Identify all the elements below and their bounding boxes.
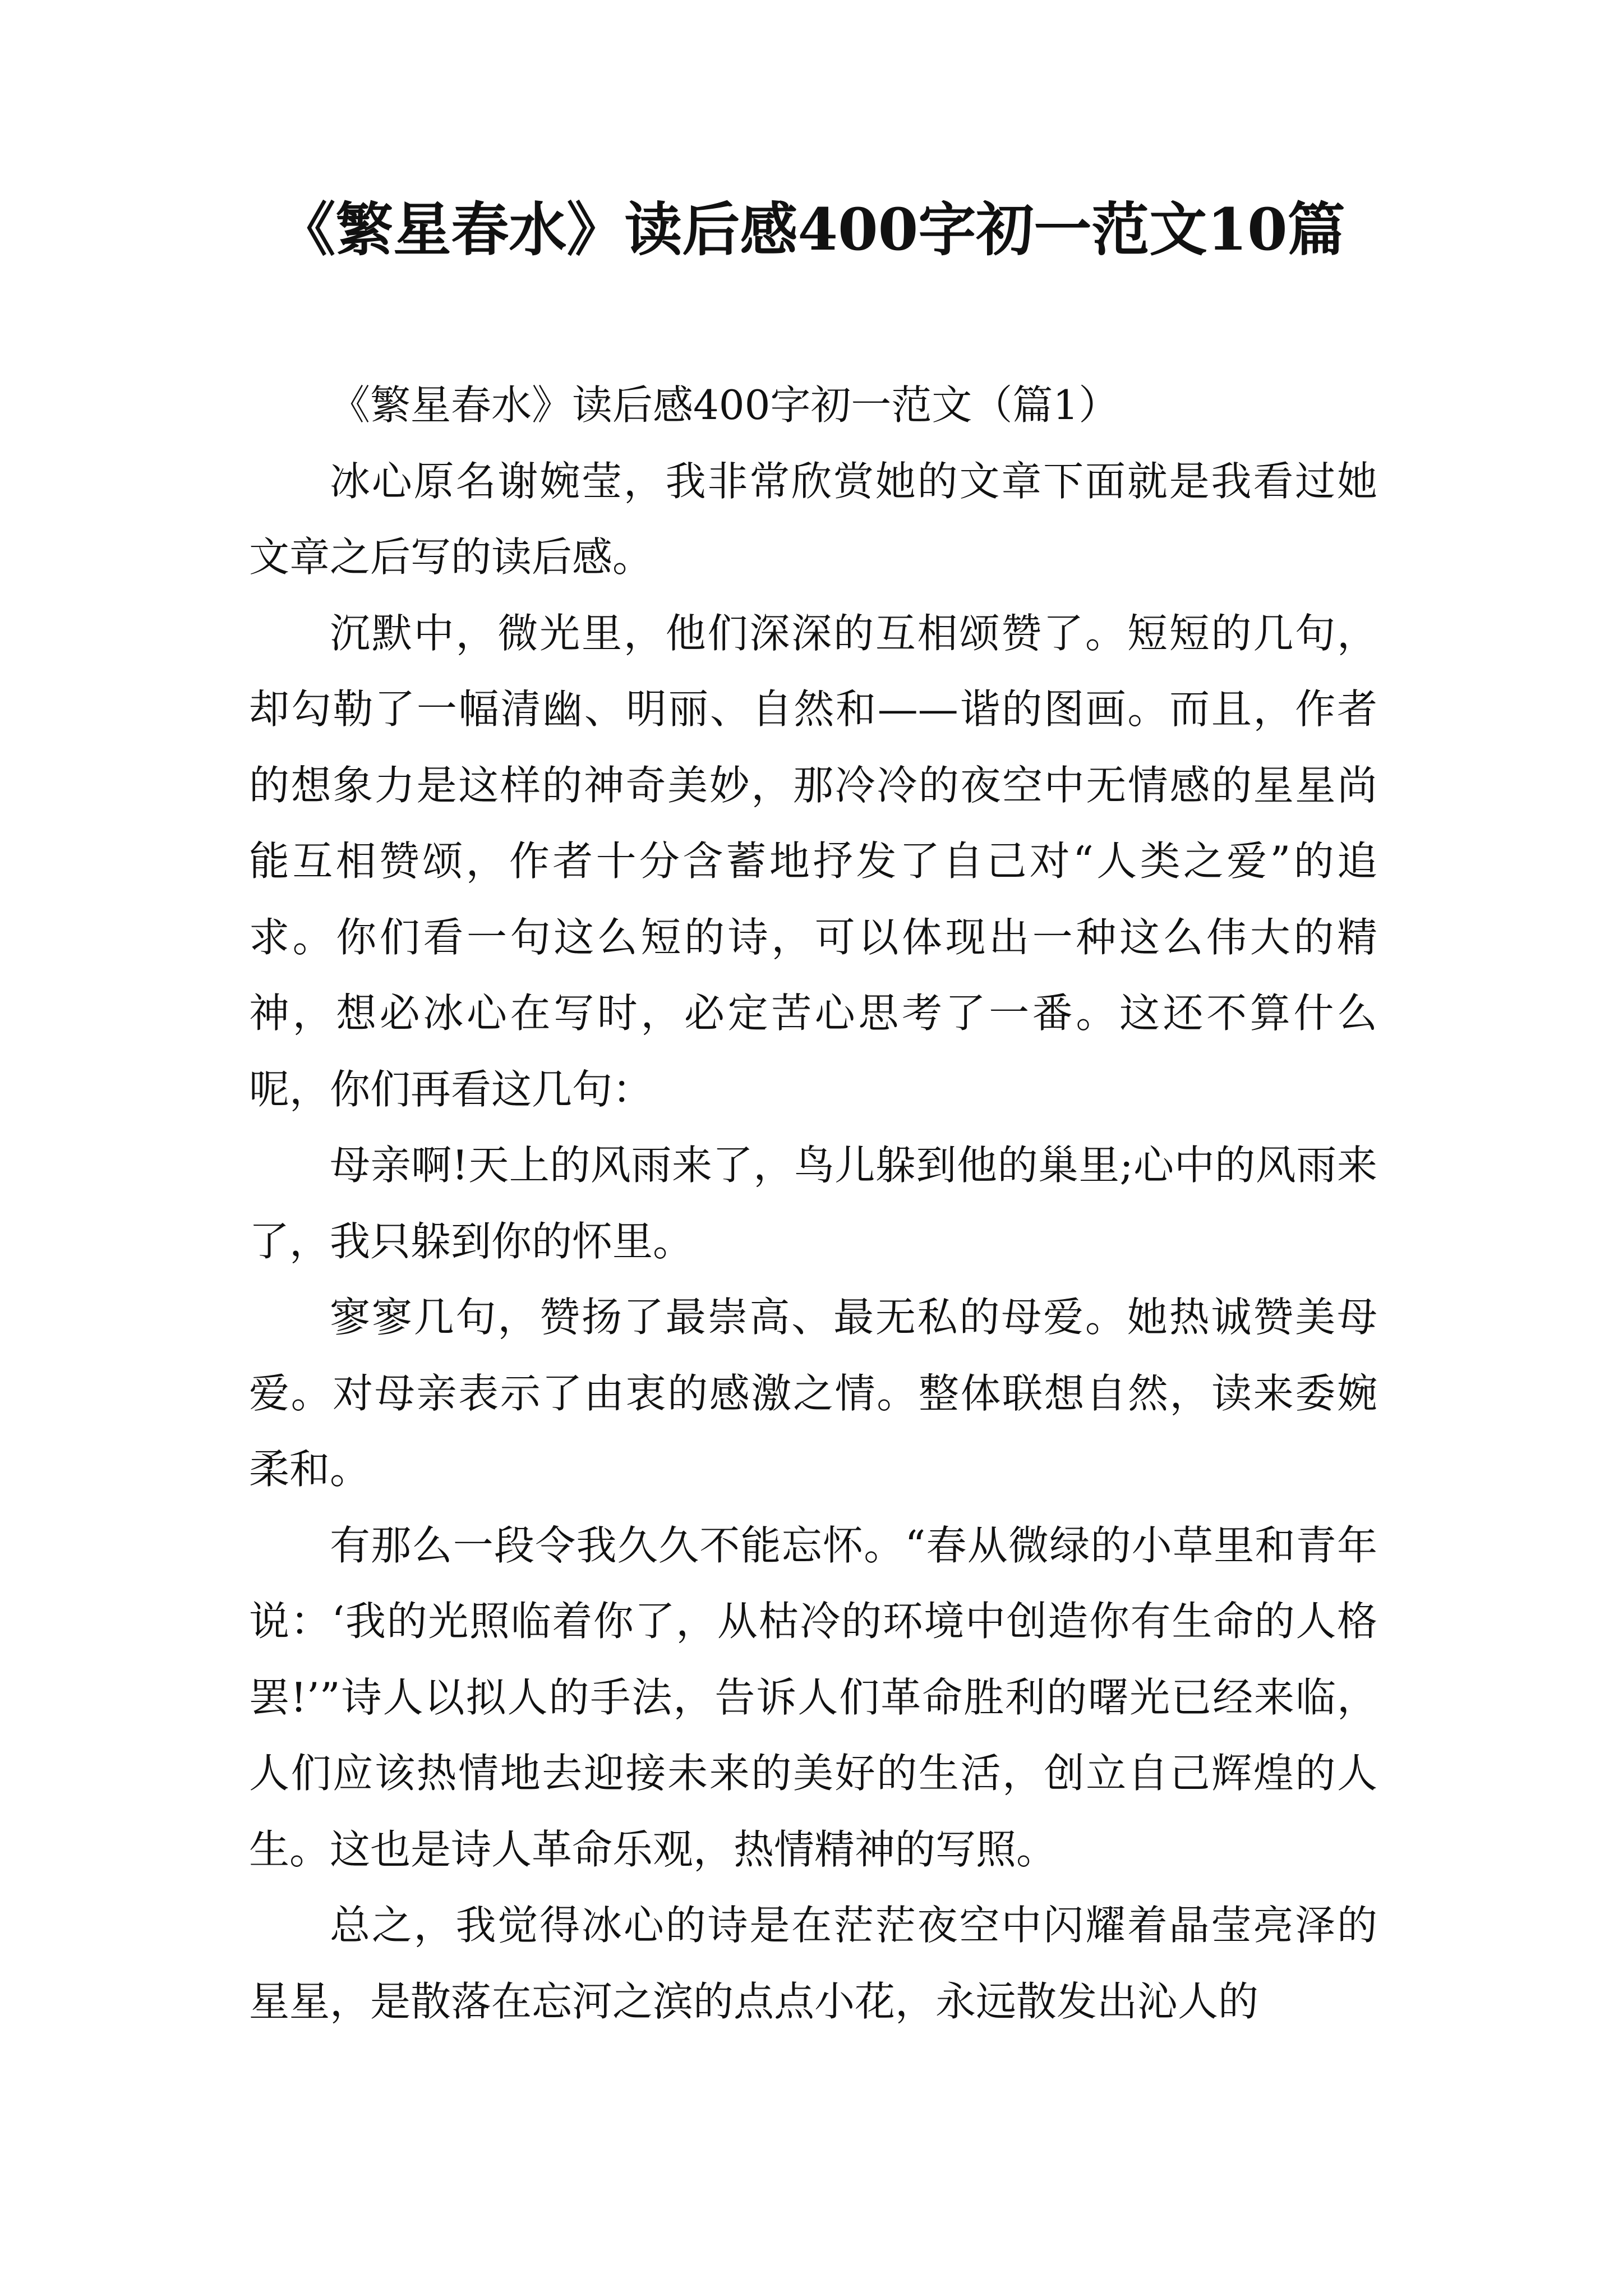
paragraph-stars: 沉默中，微光里，他们深深的互相颂赞了。短短的几句，却勾勒了一幅清幽、明丽、自然和——谐的图画。而且，作者的想象力是这样的神奇美妙，那冷冷的夜空中无情感的星星尚能互相赞颂，作者十分含蓄地抒发了自己对“人类之爱”的追求。你们看一句这么短的诗，可以体现出一种这么伟大的精神，想必冰心在写时，必定苦心思考了一番。这还不算什么呢，你们再看这几句： [249,609,1377,1113]
document-body [249,367,1377,2040]
document-title: 《繁星春水》读后感400字初一范文10篇 [278,196,1345,264]
paragraph-mother-love: 寥寥几句，赞扬了最崇高、最无私的母爱。她热诚赞美母爱。对母亲表示了由衷的感激之情。整体联想自然，读来委婉柔和。 [249,1294,1377,1493]
paragraph-poem-quote: 母亲啊!天上的风雨来了，鸟儿躲到他的巢里;心中的风雨来了，我只躲到你的怀里。 [249,1142,1377,1265]
section-heading: 《繁星春水》读后感400字初一范文（篇1） [330,381,1119,429]
paragraph-intro: 冰心原名谢婉莹，我非常欣赏她的文章下面就是我看过她文章之后写的读后感。 [249,457,1377,581]
paragraph-spring: 有那么一段令我久久不能忘怀。“春从微绿的小草里和青年说：‘我的光照临着你了，从枯冷的环境中创造你有生命的人格罢!’”诗人以拟人的手法，告诉人们革命胜利的曙光已经来临，人们应该热情地去迎接未来的美好的生活，创立自己辉煌的人生。这也是诗人革命乐观，热情精神的写照。 [249,1521,1377,1873]
paragraph-conclusion: 总之，我觉得冰心的诗是在茫茫夜空中闪耀着晶莹亮泽的星星，是散落在忘河之滨的点点小花，永远散发出沁人的 [249,1902,1377,2025]
